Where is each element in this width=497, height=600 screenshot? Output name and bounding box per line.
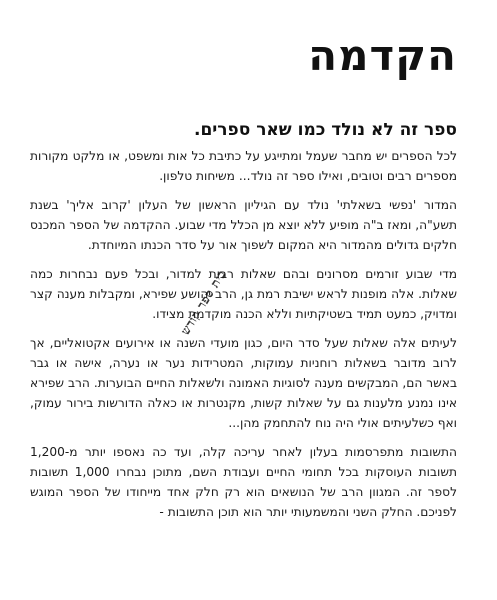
paragraph: לעיתים אלה שאלות שעל סדר היום, כגון מועדי השנה או אירועים אקטואליים, אך לרוב מדובר בשאלות רוחניות עמוקות, המטרידות נער או נערה, אישה או גבר באשר הם, המבקשים מענה לסוגיות האמונה ולשאלות החיים הבוערות. הרב שפירא אינו נמנע מלענות גם על שאלות קשות, מקנטרות או כאלה הדורשות בירור עמוק, ואף כשלעיתים אולי היה נוח להתחמק מהן... <box>30 336 457 430</box>
paragraph: התשובות מתפרסמות בעלון לאחר עריכה קלה, ועד כה נאספו יותר מ-1,200 תשובות העוסקות בכל תחומי החיים ועבודת השם, מתוכן נבחרו 1,000 תשובות לספר זה. המגוון הרב של הנושאים הוא רק חלק אחד מייחודו של הספר המוגש לפניכם. החלק השני והמשמעותי יותר הוא תוכן התשובות - <box>30 445 458 519</box>
paragraph: מדי שבוע זורמים מסרונים ובהם שאלות רבות למדור, ובכל פעם נבחרות כמה שאלות. אלה מופנות לראש ישיבת רמת גן, הרב יהושע שפירא, ומקבלות מענה קצר ומדויק, כמעט תמיד בשטיקתיות וללא הכנה מוקדמת מצידו. <box>30 267 457 321</box>
paragraph: המדור 'נפשי בשאלתי' נולד עם הגיליון הראשון של העלון 'קרוב אליך' בשנת תשע"ה, ומאז ב"ה מופיע ללא יוצא מן הכלל מדי שבוע. ההקדמה של הספר המכנס חלקים גדולים מהמדור היא המקום לשפוך אור על סדר הכנתו המיוחדת. <box>30 198 457 252</box>
body-text <box>30 146 457 531</box>
paragraph: לכל הספרים יש מחבר שעמל ומתייגע על כתיבת כל אות ומשפט, או מלקט מקורות מספרים רבים וטובים, ואילו ספר זה נולד... משיחות טלפון. <box>30 149 457 183</box>
page-subtitle: ספר זה לא נולד כמו שאר ספרים. <box>194 120 457 140</box>
page-title: הקדמה <box>308 31 457 80</box>
library-stamp: בית ספר קודש <box>178 267 229 338</box>
